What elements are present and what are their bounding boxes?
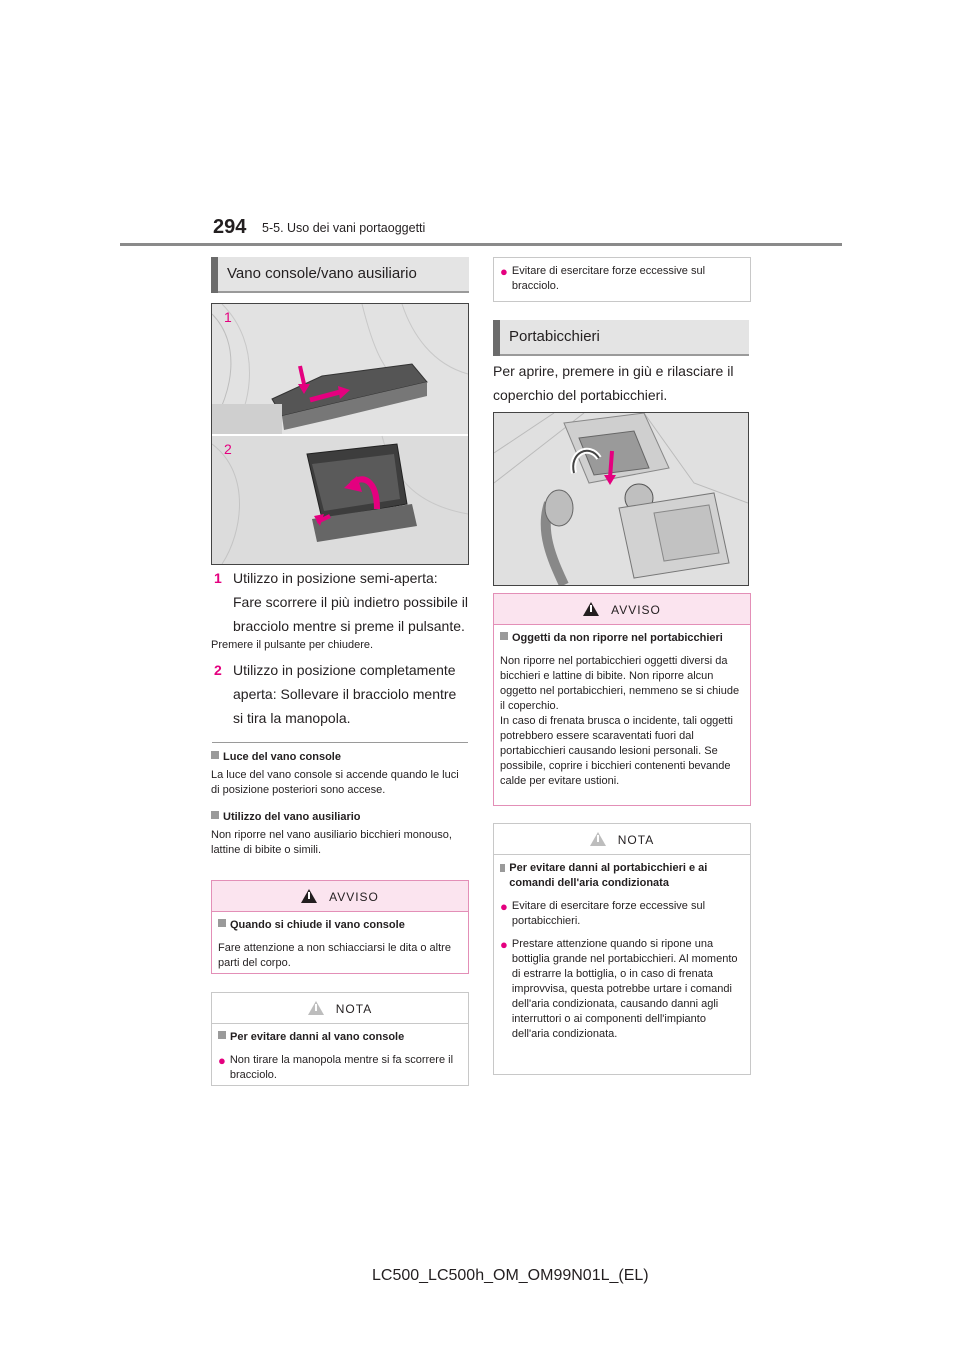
heading-bar — [211, 257, 218, 293]
warning-label: AVVISO — [329, 890, 379, 904]
square-bullet-icon — [211, 751, 219, 759]
notice-bullet-2: Prestare attenzione quando si ripone una bottiglia grande nel portabicchieri. Al momento di estrarre la bottiglia, o in caso di frenata improvvisa, questa potrebbe urtare i comandi dell'aria condizionata, causando danni agli interruttori o ai componenti dell'impianto dell'aria condizionata. — [511, 938, 738, 1040]
notice-label: NOTA — [617, 833, 655, 847]
notice-box-header — [494, 824, 750, 855]
cupholder-figure — [493, 412, 749, 586]
step-2-number: 2 — [214, 662, 222, 678]
caution-icon — [308, 1001, 324, 1015]
bullet-dot-icon: ● — [500, 899, 508, 914]
notice-box-console — [211, 992, 469, 1086]
console-illustration — [212, 304, 468, 564]
warning-title: Oggetti da non riporre nel portabicchieri — [512, 632, 723, 644]
notice-label: NOTA — [335, 1002, 373, 1016]
info-aux-box-title: Utilizzo del vano ausiliario — [223, 811, 361, 823]
info-aux-box-text: Non riporre nel vano ausiliario bicchieri monouso, lattine di bibite o simili. — [211, 829, 452, 856]
document-code: LC500_LC500h_OM_OM99N01L_(EL) — [372, 1267, 649, 1284]
page-number: 294 — [213, 216, 247, 238]
notice-bullet-1: Evitare di esercitare forze eccessive sul portabicchieri. — [511, 900, 706, 927]
warning-box-header — [212, 881, 468, 912]
notice-continued-box — [493, 257, 751, 302]
warning-box-header — [494, 594, 750, 625]
square-bullet-icon — [218, 1031, 226, 1039]
caution-icon — [590, 832, 606, 846]
bullet-dot-icon: ● — [500, 937, 508, 952]
square-bullet-icon — [211, 811, 219, 819]
heading-bar — [493, 320, 500, 356]
step-1-number: 1 — [214, 570, 222, 586]
notice-title: Per evitare danni al vano console — [230, 1031, 405, 1043]
step-1 — [211, 566, 469, 638]
bullet-dot-icon: ● — [218, 1053, 226, 1068]
figure-label-2: 2 — [224, 441, 232, 457]
figure-label-1: 1 — [224, 309, 232, 325]
notice-box-cupholder — [493, 823, 751, 1075]
info-console-light-text: La luce del vano console si accende quando le luci di posizione posteriori sono accese. — [211, 769, 459, 796]
warning-text: Fare attenzione a non schiacciarsi le dita o altre parti del corpo. — [218, 942, 451, 969]
cupholder-illustration — [494, 413, 748, 585]
warning-label: AVVISO — [611, 603, 661, 617]
console-figure — [211, 303, 469, 565]
heading-cupholder — [493, 320, 749, 356]
notice-bullet: Non tirare la manopola mentre si fa scorrere il bracciolo. — [229, 1054, 454, 1081]
step-2 — [211, 658, 469, 730]
notice-box-header — [212, 993, 468, 1024]
heading-console-text: Vano console/vano ausiliario — [227, 265, 417, 282]
warning-icon — [301, 889, 317, 903]
warning-icon — [583, 602, 599, 616]
heading-console — [211, 257, 469, 293]
notice-continued-text: Evitare di esercitare forze eccessive sul bracciolo. — [511, 265, 706, 292]
step-2-text: Utilizzo in posizione completamente aperta: Sollevare il bracciolo mentre si tira la manopola. — [233, 662, 457, 726]
section-divider — [212, 742, 468, 743]
warning-text: Non riporre nel portabicchieri oggetti diversi da bicchieri e lattine di bibite. Non riporre alcun oggetto nel portabicchieri, nemmeno se si chiude il coperchio. In caso di frenata brusca o incidente, tali oggetti potrebbero essere scaraventati fuori dal portabicchieri causando lesioni personali. Se possibile, coprire i bicchieri contenenti bevande calde per evitare ustioni. — [500, 655, 740, 787]
warning-box-cupholder — [493, 593, 751, 806]
square-bullet-icon — [500, 864, 505, 872]
info-aux-box — [211, 810, 469, 858]
square-bullet-icon — [500, 632, 508, 640]
info-console-light-title: Luce del vano console — [223, 751, 341, 763]
step-1-text: Utilizzo in posizione semi-aperta: Fare scorrere il più indietro possibile il bracciolo mentre si preme il pulsante. — [233, 570, 468, 634]
info-console-light — [211, 750, 469, 798]
notice-title: Per evitare danni al portabicchieri e ai comandi dell'aria condizionata — [509, 862, 708, 889]
warning-title: Quando si chiude il vano console — [230, 919, 405, 931]
header-rule — [120, 243, 842, 246]
bullet-dot-icon: ● — [500, 264, 508, 279]
cupholder-intro: Per aprire, premere in giù e rilasciare il coperchio del portabicchieri. — [493, 363, 734, 403]
square-bullet-icon — [218, 919, 226, 927]
section-title: 5-5. Uso dei vani portaoggetti — [262, 221, 426, 235]
warning-box-console — [211, 880, 469, 974]
close-note: Premere il pulsante per chiudere. — [211, 639, 374, 651]
heading-cupholder-text: Portabicchieri — [509, 328, 600, 345]
